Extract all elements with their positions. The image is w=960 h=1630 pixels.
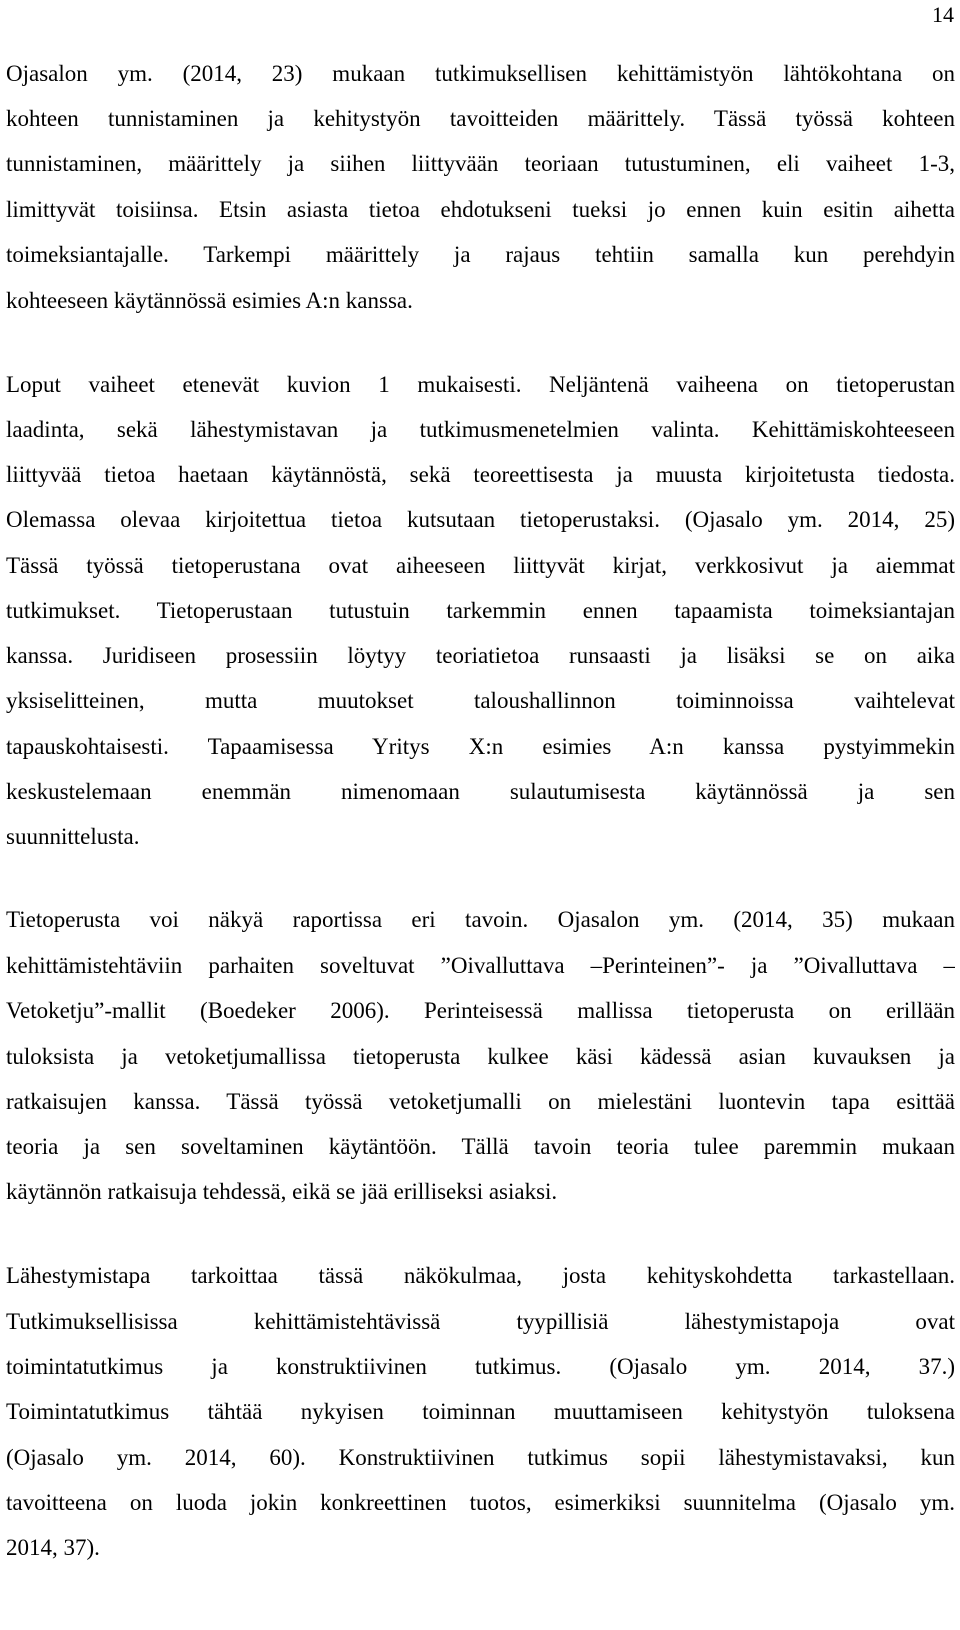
- paragraph-2-line-4: Olemassa olevaa kirjoitettua tietoa kutsutaan tietoperustaksi. (Ojasalo ym. 2014, 25): [6, 507, 955, 532]
- paragraph-3-line-1: Tietoperusta voi näkyä raportissa eri tavoin. Ojasalon ym. (2014, 35) mukaan: [6, 907, 955, 932]
- paragraph-2-line-10: keskustelemaan enemmän nimenomaan sulautumisesta käytännössä ja sen: [6, 779, 955, 804]
- paragraph-4-line-4: Toimintatutkimus tähtää nykyisen toiminnan muuttamiseen kehitystyön tuloksena: [6, 1399, 955, 1424]
- paragraph-4-line-3: toimintatutkimus ja konstruktiivinen tutkimus. (Ojasalo ym. 2014, 37.): [6, 1354, 955, 1379]
- page-number: 14: [932, 2, 954, 27]
- paragraph-1-line-3: tunnistaminen, määrittely ja siihen liittyvään teoriaan tutustuminen, eli vaiheet 1-3,: [6, 151, 955, 176]
- paragraph-2-line-1: Loput vaiheet etenevät kuvion 1 mukaisesti. Neljäntenä vaiheena on tietoperustan: [6, 372, 955, 397]
- paragraph-1-line-2: kohteen tunnistaminen ja kehitystyön tavoitteiden määrittely. Tässä työssä kohteen: [6, 106, 955, 131]
- paragraph-4-line-1: Lähestymistapa tarkoittaa tässä näkökulmaa, josta kehityskohdetta tarkastellaan.: [6, 1263, 955, 1288]
- paragraph-2-line-8: yksiselitteinen, mutta muutokset taloushallinnon toiminnoissa vaihtelevat: [6, 688, 955, 713]
- paragraph-1-line-4: limittyvät toisiinsa. Etsin asiasta tietoa ehdotukseni tueksi jo ennen kuin esitin aihetta: [6, 197, 955, 222]
- paragraph-2-line-6: tutkimukset. Tietoperustaan tutustuin tarkemmin ennen tapaamista toimeksiantajan: [6, 598, 955, 623]
- paragraph-1-line-5: toimeksiantajalle. Tarkempi määrittely ja rajaus tehtiin samalla kun perehdyin: [6, 242, 955, 267]
- paragraph-2-line-7: kanssa. Juridiseen prosessiin löytyy teoriatietoa runsaasti ja lisäksi se on aika: [6, 643, 955, 668]
- paragraph-2-line-2: laadinta, sekä lähestymistavan ja tutkimusmenetelmien valinta. Kehittämiskohteeseen: [6, 417, 955, 442]
- paragraph-2-line-5: Tässä työssä tietoperustana ovat aiheeseen liittyvät kirjat, verkkosivut ja aiemmat: [6, 553, 955, 578]
- paragraph-1-line-1: Ojasalon ym. (2014, 23) mukaan tutkimuksellisen kehittämistyön lähtökohtana on: [6, 61, 955, 86]
- paragraph-3-line-7: käytännön ratkaisuja tehdessä, eikä se jää erilliseksi asiaksi.: [6, 1179, 558, 1204]
- paragraph-2-line-3: liittyvää tietoa haetaan käytännöstä, sekä teoreettisesta ja muusta kirjoitetusta tiedosta.: [6, 462, 955, 487]
- paragraph-2-line-11: suunnittelusta.: [6, 824, 140, 849]
- paragraph-3-line-6: teoria ja sen soveltaminen käytäntöön. Tällä tavoin teoria tulee paremmin mukaan: [6, 1134, 955, 1159]
- paragraph-3-line-4: tuloksista ja vetoketjumallissa tietoperusta kulkee käsi kädessä asian kuvauksen ja: [6, 1044, 955, 1069]
- paragraph-3-line-5: ratkaisujen kanssa. Tässä työssä vetoketjumalli on mielestäni luontevin tapa esittää: [6, 1089, 955, 1114]
- paragraph-3-line-2: kehittämistehtäviin parhaiten soveltuvat ”Oivalluttava –Perinteinen”- ja ”Oivalluttava –: [6, 953, 955, 978]
- paragraph-3-line-3: Vetoketju”-mallit (Boedeker 2006). Perinteisessä mallissa tietoperusta on erillään: [6, 998, 955, 1023]
- paragraph-4-line-2: Tutkimuksellisissa kehittämistehtävissä tyypillisiä lähestymistapoja ovat: [6, 1309, 955, 1334]
- paragraph-4-line-6: tavoitteena on luoda jokin konkreettinen tuotos, esimerkiksi suunnitelma (Ojasalo ym.: [6, 1490, 955, 1515]
- paragraph-4-line-7: 2014, 37).: [6, 1535, 100, 1560]
- paragraph-1-line-6: kohteeseen käytännössä esimies A:n kanssa.: [6, 288, 413, 313]
- paragraph-4-line-5: (Ojasalo ym. 2014, 60). Konstruktiivinen tutkimus sopii lähestymistavaksi, kun: [6, 1445, 955, 1470]
- paragraph-2-line-9: tapauskohtaisesti. Tapaamisessa Yritys X:n esimies A:n kanssa pystyimmekin: [6, 734, 955, 759]
